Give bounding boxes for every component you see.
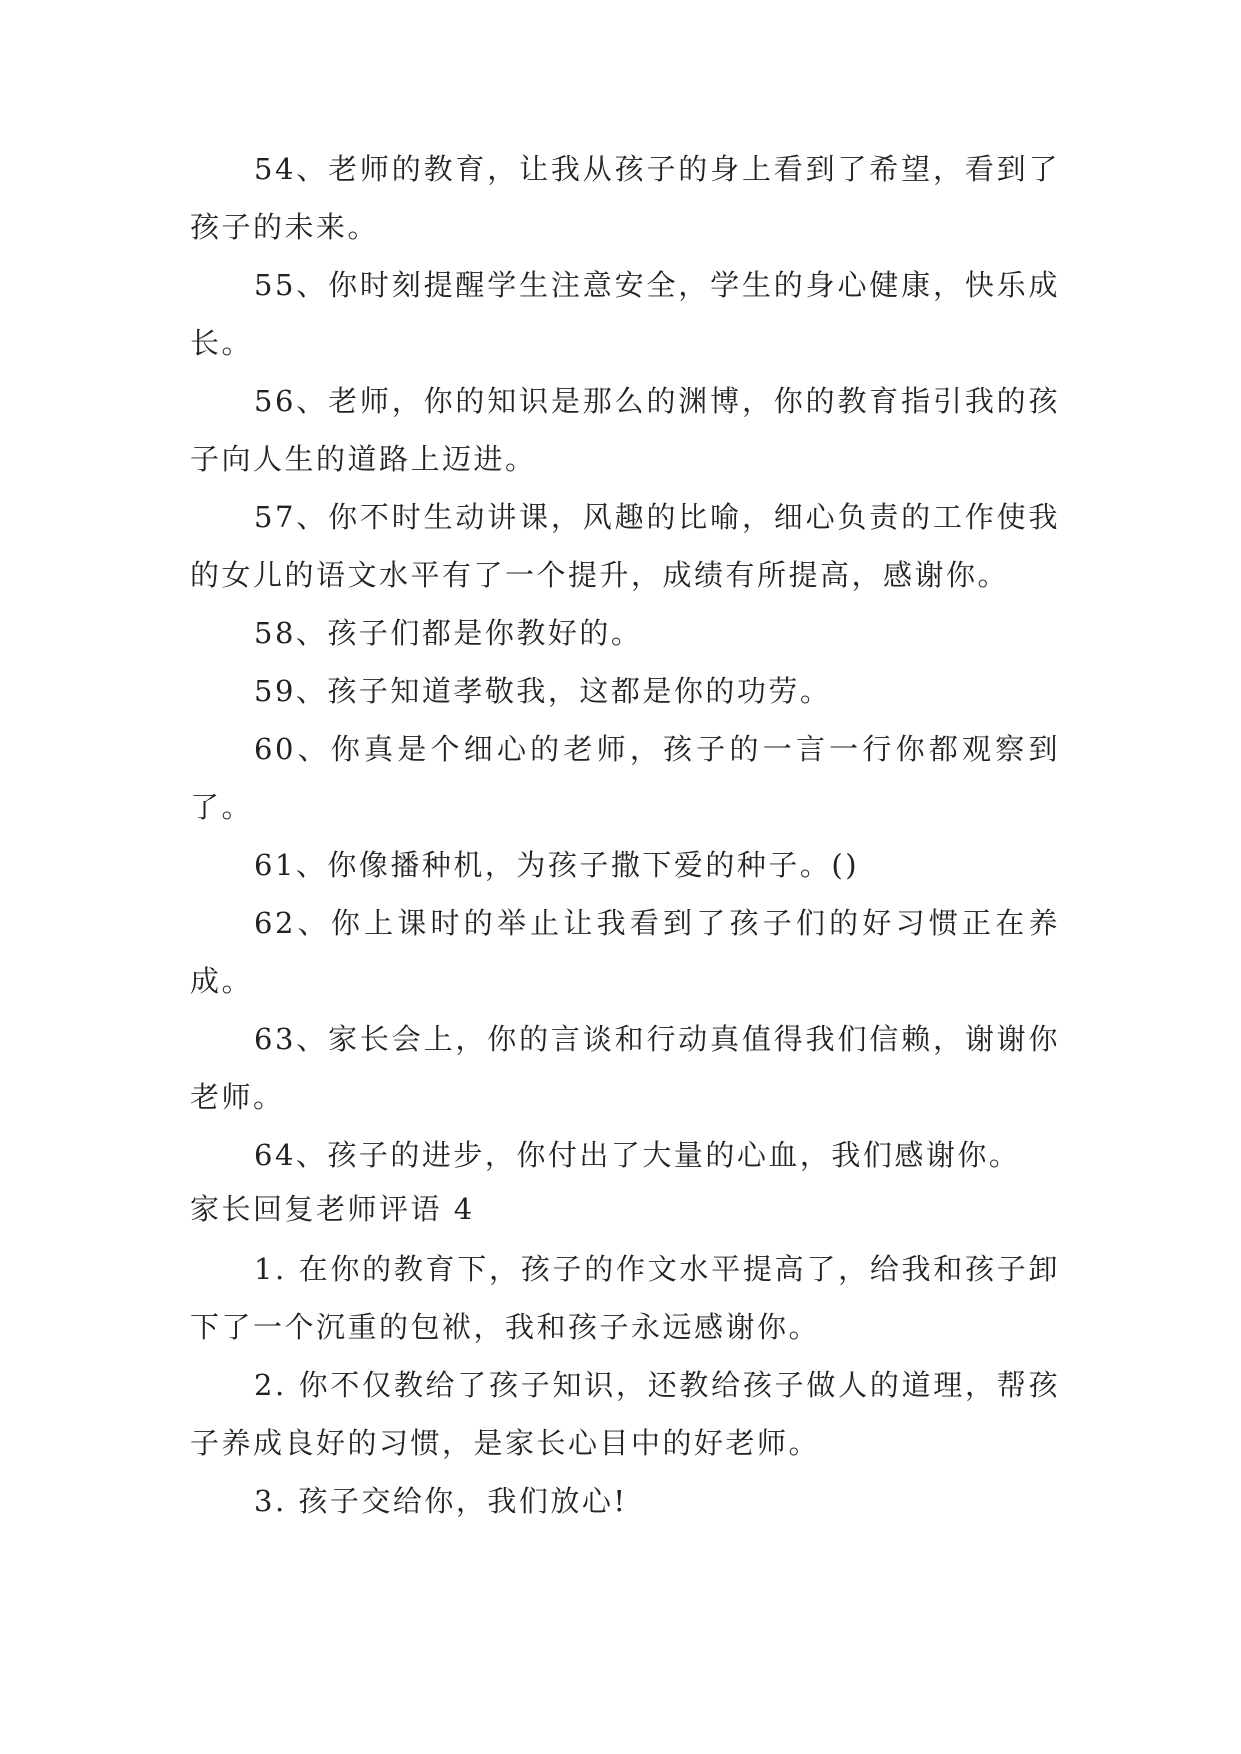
paragraph-62: 62、你上课时的举止让我看到了孩子们的好习惯正在养成。 [190,906,1060,998]
section-item-1: 1. 在你的教育下，孩子的作文水平提高了，给我和孩子卸下了一个沉重的包袱，我和孩子永远感谢你。 [190,1252,1060,1344]
section-heading: 家长回复老师评语 4 [190,1192,475,1226]
paragraph-64: 64、孩子的进步，你付出了大量的心血，我们感谢你。 [254,1138,1021,1172]
paragraph-60: 60、你真是个细心的老师，孩子的一言一行你都观察到了。 [190,732,1060,824]
paragraph-54: 54、老师的教育，让我从孩子的身上看到了希望，看到了孩子的未来。 [190,152,1060,244]
paragraph-55: 55、你时刻提醒学生注意安全，学生的身心健康，快乐成长。 [190,268,1060,360]
paragraph-56: 56、老师，你的知识是那么的渊博，你的教育指引我的孩子向人生的道路上迈进。 [190,384,1060,476]
paragraph-58: 58、孩子们都是你教好的。 [254,616,643,650]
paragraph-63: 63、家长会上，你的言谈和行动真值得我们信赖，谢谢你老师。 [190,1022,1060,1114]
paragraph-61: 61、你像播种机，为孩子撒下爱的种子。() [254,848,860,882]
paragraph-59: 59、孩子知道孝敬我，这都是你的功劳。 [254,674,832,708]
paragraph-57: 57、你不时生动讲课，风趣的比喻，细心负责的工作使我的女儿的语文水平有了一个提升，成绩有所提高，感谢你。 [190,500,1060,592]
section-item-3: 3. 孩子交给你，我们放心! [254,1484,628,1518]
section-item-2: 2. 你不仅教给了孩子知识，还教给孩子做人的道理，帮孩子养成良好的习惯，是家长心目中的好老师。 [190,1368,1060,1460]
